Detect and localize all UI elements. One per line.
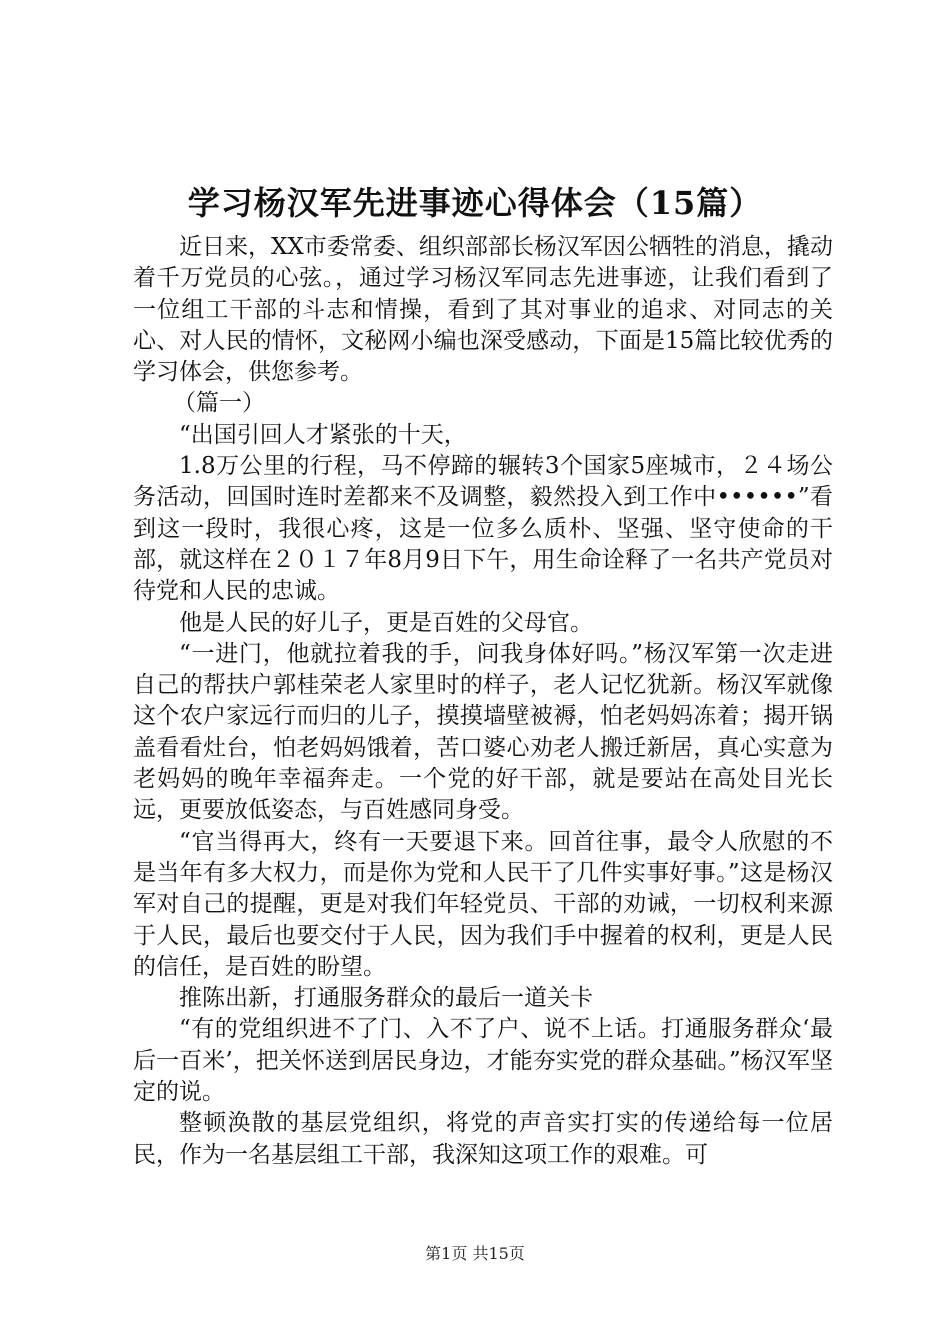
paragraph-rectify: 整顿涣散的基层党组织，将党的声音实打实的传递给每一位居民，作为一名基层组工干部，我深知这项工作的艰难。可 bbox=[133, 1110, 833, 1168]
paragraph-intro: 近日来，XX市委常委、组织部部长杨汉军因公牺牲的消息，撬动着千万党员的心弦。，通过学习杨汉军同志先进事迹，让我们看到了一位组工干部的斗志和情操，看到了其对事业的追求、对同志的关心、对人民的情怀，文秘网小编也深受感动，下面是15篇比较优秀的学习体会，供您参考。 bbox=[133, 234, 833, 386]
paragraph-journey: 1.8万公里的行程，马不停蹄的辗转3个国家5座城市，２４场公务活动，回国时连时差都来不及调整，毅然投入到工作中••••••”看到这一段时，我很心疼，这是一位多么质朴、坚强、坚守使命的干部，就这样在２０１７年8月9日下午，用生命诠释了一名共产党员对待党和人民的忠诚。 bbox=[133, 453, 833, 605]
page-footer: 第1页 共15页 bbox=[425, 1244, 525, 1263]
paragraph-last-hundred-meters: “有的党组织进不了门、入不了户、说不上话。打通服务群众‘最后一百米’，把关怀送到居民身边，才能夯实党的群众基础。”杨汉军坚定的说。 bbox=[133, 1016, 833, 1106]
paragraph-good-son: 他是人民的好儿子，更是百姓的父母官。 bbox=[179, 609, 593, 636]
paragraph-subheading-innovation: 推陈出新，打通服务群众的最后一道关卡 bbox=[179, 985, 593, 1012]
paragraph-quote-start: “出国引回人才紧张的十天， bbox=[179, 421, 467, 448]
paragraph-visit: “一进门，他就拉着我的手，问我身体好吗。”杨汉军第一次走进自己的帮扶户郭桂荣老人家里时的样子，老人记忆犹新。杨汉军就像这个农户家远行而归的儿子，摸摸墙壁被褥，怕老妈妈冻着；揭开锅盖看看灶台，怕老妈妈饿着，苦口婆心劝老人搬迁新居，真心实意为老妈妈的晚年幸福奔走。一个党的好干部，就是要站在高处目光长远，更要放低姿态，与百姓感同身受。 bbox=[133, 640, 833, 824]
section-heading-part-one: （篇一） bbox=[173, 390, 265, 417]
paragraph-official: “官当得再大，终有一天要退下来。回首往事，最令人欣慰的不是当年有多大权力，而是你为党和人民干了几件实事好事。”这是杨汉军对自己的提醒，更是对我们年轻党员、干部的劝诫，一切权利来源于人民，最后也要交付于人民，因为我们手中握着的权利，更是人民的信任，是百姓的盼望。 bbox=[133, 828, 833, 980]
document-title: 学习杨汉军先进事迹心得体会（15篇） bbox=[187, 184, 763, 222]
document-body bbox=[133, 232, 833, 1171]
